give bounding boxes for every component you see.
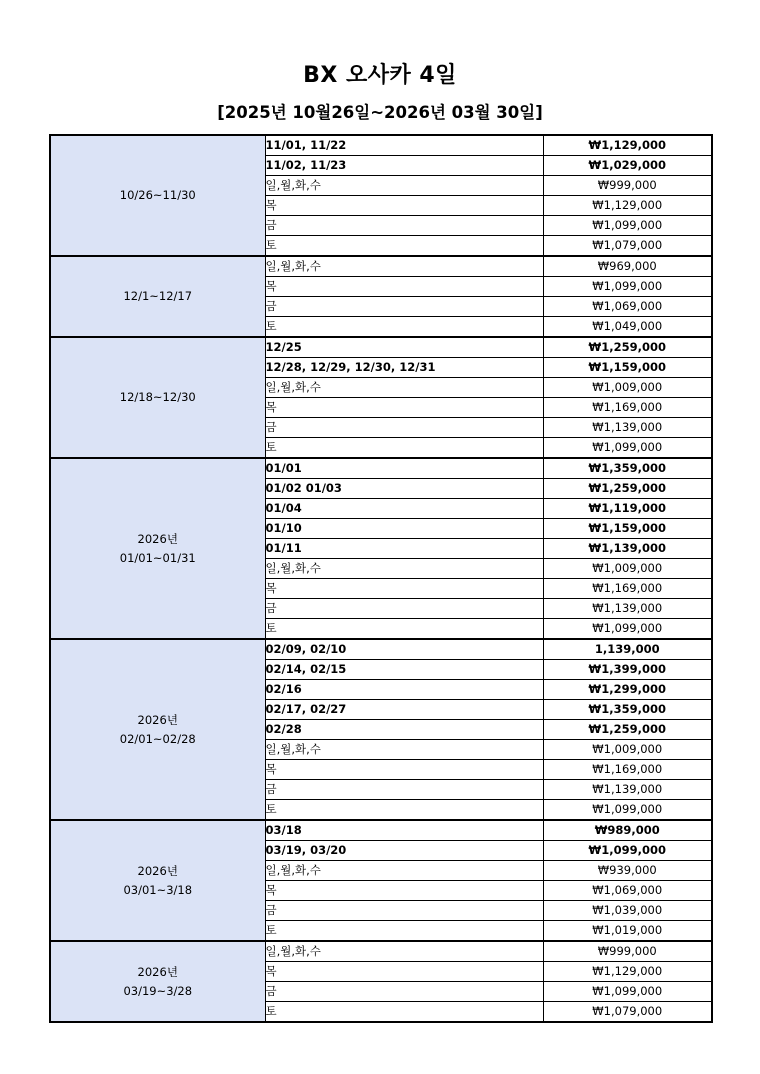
price-cell: ₩1,009,000 <box>543 378 712 398</box>
departure-day-cell: 02/16 <box>265 680 543 700</box>
departure-day-cell: 토 <box>265 800 543 821</box>
fare-table <box>49 134 713 1023</box>
departure-day-cell: 01/11 <box>265 539 543 559</box>
price-cell: ₩1,079,000 <box>543 1002 712 1023</box>
departure-day-cell: 01/01 <box>265 458 543 479</box>
departure-day-cell: 01/02 01/03 <box>265 479 543 499</box>
price-cell: 1,139,000 <box>543 639 712 660</box>
price-cell: ₩1,009,000 <box>543 559 712 579</box>
departure-day-cell: 목 <box>265 398 543 418</box>
period-year: 2026년 <box>137 712 178 727</box>
departure-day-cell: 목 <box>265 760 543 780</box>
fare-row <box>50 820 712 841</box>
departure-day-cell: 금 <box>265 216 543 236</box>
price-cell: ₩1,159,000 <box>543 519 712 539</box>
fare-row <box>50 256 712 277</box>
fare-row <box>50 639 712 660</box>
departure-day-cell: 일,월,화,수 <box>265 176 543 196</box>
period-range: 10/26~11/30 <box>119 188 196 202</box>
price-cell: ₩1,259,000 <box>543 337 712 358</box>
page-title: BX 오사카 4일 <box>303 63 457 88</box>
departure-day-cell: 토 <box>265 236 543 257</box>
price-cell: ₩1,139,000 <box>543 780 712 800</box>
period-year: 2026년 <box>137 863 178 878</box>
departure-day-cell: 금 <box>265 982 543 1002</box>
price-cell: ₩1,039,000 <box>543 901 712 921</box>
period-cell <box>50 256 265 337</box>
period-year: 2026년 <box>137 964 178 979</box>
departure-day-cell: 02/28 <box>265 720 543 740</box>
departure-day-cell: 02/14, 02/15 <box>265 660 543 680</box>
departure-day-cell: 11/01, 11/22 <box>265 135 543 156</box>
period-cell <box>50 820 265 941</box>
departure-day-cell: 목 <box>265 881 543 901</box>
period-range: 12/18~12/30 <box>119 390 196 404</box>
price-cell: ₩1,169,000 <box>543 398 712 418</box>
departure-day-cell: 일,월,화,수 <box>265 740 543 760</box>
period-range: 01/01~01/31 <box>119 550 196 565</box>
price-cell: ₩1,139,000 <box>543 539 712 559</box>
departure-day-cell: 일,월,화,수 <box>265 861 543 881</box>
price-cell: ₩1,099,000 <box>543 277 712 297</box>
price-cell: ₩1,019,000 <box>543 921 712 942</box>
departure-day-cell: 금 <box>265 418 543 438</box>
departure-day-cell: 금 <box>265 901 543 921</box>
period-cell <box>50 337 265 458</box>
price-cell: ₩1,169,000 <box>543 579 712 599</box>
departure-day-cell: 12/28, 12/29, 12/30, 12/31 <box>265 358 543 378</box>
departure-day-cell: 일,월,화,수 <box>265 256 543 277</box>
departure-day-cell: 금 <box>265 297 543 317</box>
departure-day-cell: 02/09, 02/10 <box>265 639 543 660</box>
price-cell: ₩1,259,000 <box>543 720 712 740</box>
price-cell: ₩1,099,000 <box>543 619 712 640</box>
price-cell: ₩1,129,000 <box>543 196 712 216</box>
price-cell: ₩1,069,000 <box>543 297 712 317</box>
price-cell: ₩1,259,000 <box>543 479 712 499</box>
departure-day-cell: 금 <box>265 780 543 800</box>
price-cell: ₩1,099,000 <box>543 982 712 1002</box>
departure-day-cell: 토 <box>265 1002 543 1023</box>
price-cell: ₩1,099,000 <box>543 800 712 821</box>
fare-row <box>50 458 712 479</box>
departure-day-cell: 목 <box>265 196 543 216</box>
price-cell: ₩1,099,000 <box>543 216 712 236</box>
period-cell <box>50 458 265 639</box>
departure-day-cell: 일,월,화,수 <box>265 559 543 579</box>
departure-day-cell: 11/02, 11/23 <box>265 156 543 176</box>
departure-day-cell: 03/19, 03/20 <box>265 841 543 861</box>
price-cell: ₩1,129,000 <box>543 135 712 156</box>
price-cell: ₩1,139,000 <box>543 599 712 619</box>
price-cell: ₩1,049,000 <box>543 317 712 338</box>
departure-day-cell: 토 <box>265 619 543 640</box>
departure-day-cell: 01/10 <box>265 519 543 539</box>
price-cell: ₩939,000 <box>543 861 712 881</box>
period-range: 03/19~3/28 <box>123 983 193 998</box>
price-cell: ₩1,399,000 <box>543 660 712 680</box>
price-cell: ₩1,169,000 <box>543 760 712 780</box>
departure-day-cell: 목 <box>265 579 543 599</box>
price-cell: ₩1,079,000 <box>543 236 712 257</box>
price-cell: ₩1,359,000 <box>543 458 712 479</box>
departure-day-cell: 03/18 <box>265 820 543 841</box>
price-cell: ₩969,000 <box>543 256 712 277</box>
period-cell <box>50 639 265 820</box>
price-cell: ₩1,099,000 <box>543 438 712 459</box>
departure-day-cell: 일,월,화,수 <box>265 941 543 962</box>
departure-day-cell: 토 <box>265 317 543 338</box>
fare-row <box>50 135 712 156</box>
period-range: 02/01~02/28 <box>119 731 196 746</box>
price-cell: ₩1,009,000 <box>543 740 712 760</box>
period-range: 03/01~3/18 <box>123 882 193 897</box>
departure-day-cell: 일,월,화,수 <box>265 378 543 398</box>
fare-table-body <box>50 135 712 1022</box>
period-cell <box>50 941 265 1022</box>
price-cell: ₩1,099,000 <box>543 841 712 861</box>
price-cell: ₩999,000 <box>543 941 712 962</box>
date-range-subtitle: [2025년 10월26일~2026년 03월 30일] <box>217 103 543 122</box>
period-year: 2026년 <box>137 531 178 546</box>
price-cell: ₩1,359,000 <box>543 700 712 720</box>
price-cell: ₩1,139,000 <box>543 418 712 438</box>
departure-day-cell: 토 <box>265 921 543 942</box>
price-cell: ₩999,000 <box>543 176 712 196</box>
price-cell: ₩1,119,000 <box>543 499 712 519</box>
departure-day-cell: 금 <box>265 599 543 619</box>
departure-day-cell: 토 <box>265 438 543 459</box>
price-cell: ₩989,000 <box>543 820 712 841</box>
price-cell: ₩1,129,000 <box>543 962 712 982</box>
period-range: 12/1~12/17 <box>123 289 193 303</box>
period-cell <box>50 135 265 256</box>
price-cell: ₩1,029,000 <box>543 156 712 176</box>
departure-day-cell: 목 <box>265 277 543 297</box>
departure-day-cell: 목 <box>265 962 543 982</box>
departure-day-cell: 01/04 <box>265 499 543 519</box>
fare-row <box>50 941 712 962</box>
price-cell: ₩1,159,000 <box>543 358 712 378</box>
fare-row <box>50 337 712 358</box>
departure-day-cell: 02/17, 02/27 <box>265 700 543 720</box>
price-cell: ₩1,299,000 <box>543 680 712 700</box>
departure-day-cell: 12/25 <box>265 337 543 358</box>
price-cell: ₩1,069,000 <box>543 881 712 901</box>
